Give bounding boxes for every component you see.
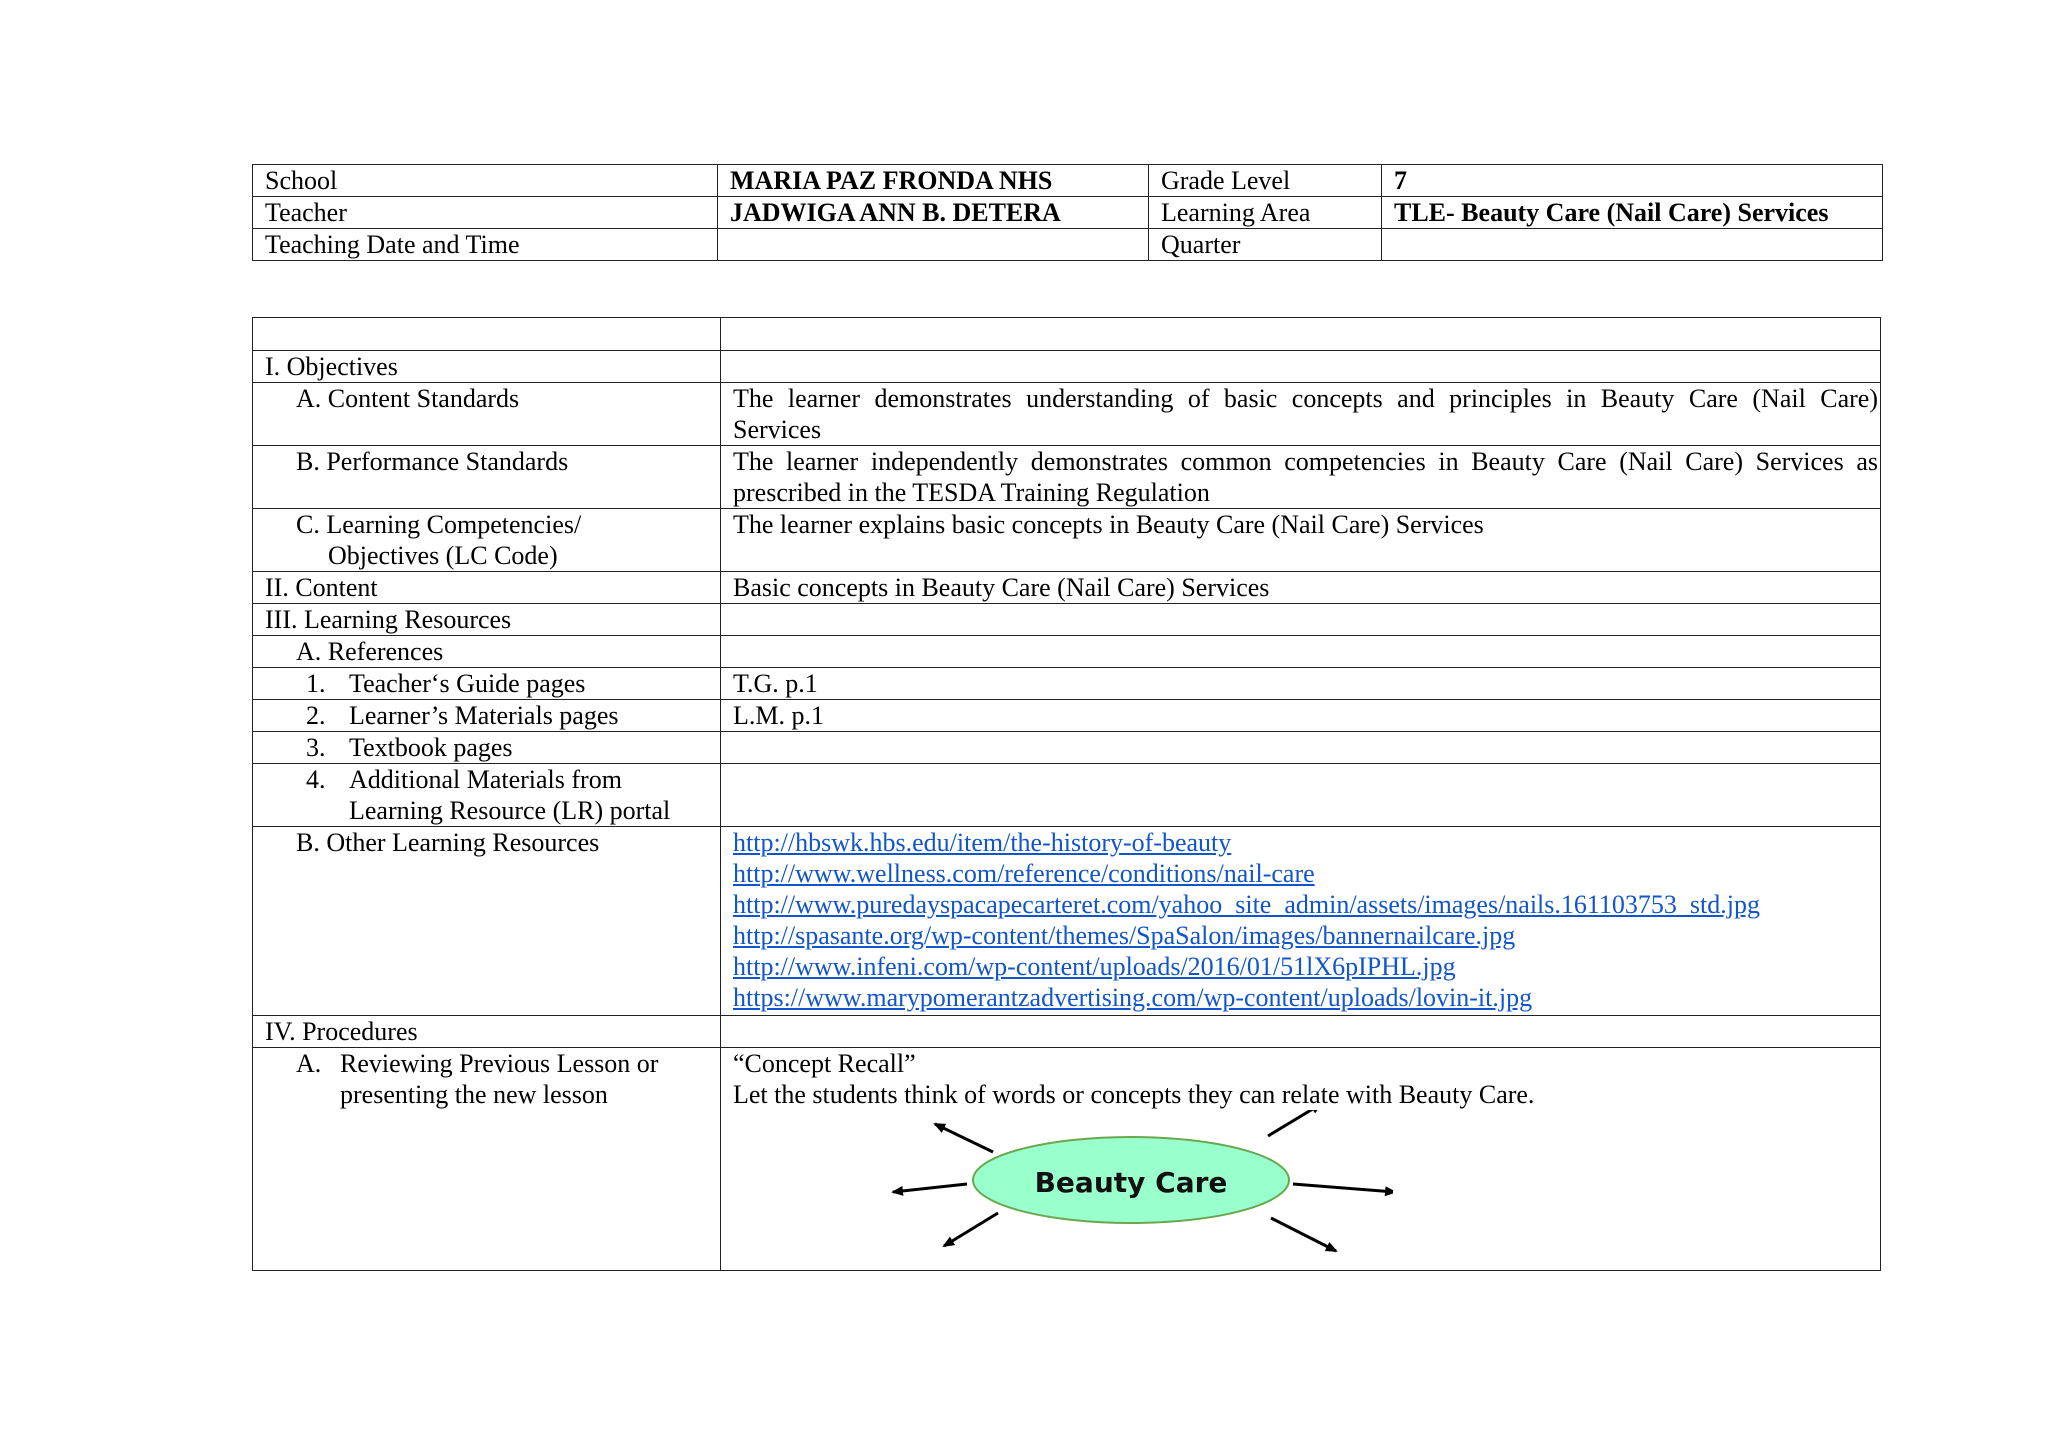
concept-recall-instructions: Let the students think of words or concepts they can relate with Beauty Care. — [733, 1080, 1535, 1109]
school-label: School — [253, 165, 718, 197]
list-number: 2. — [306, 701, 326, 730]
learning-area-value: TLE- Beauty Care (Nail Care) Services — [1382, 197, 1883, 229]
table-row — [253, 1048, 1881, 1271]
lesson-plan-table — [252, 317, 1881, 1271]
concept-map-area — [733, 1110, 1880, 1270]
review-label-line: Reviewing Previous Lesson or — [340, 1049, 659, 1078]
references-label: A. References — [253, 636, 721, 668]
table-row — [253, 827, 1881, 1016]
teachers-guide-label — [253, 668, 721, 700]
quarter-label: Quarter — [1149, 229, 1382, 261]
school-value: MARIA PAZ FRONDA NHS — [718, 165, 1149, 197]
learners-materials-label — [253, 700, 721, 732]
concept-recall-title: “Concept Recall” — [733, 1049, 916, 1078]
table-row — [253, 509, 1881, 572]
list-item — [340, 1048, 658, 1110]
list-number: 3. — [306, 733, 326, 762]
concept-center-label: Beauty Care — [1034, 1166, 1228, 1199]
review-lesson-label — [253, 1048, 721, 1271]
resource-link[interactable]: http://hbswk.hbs.edu/item/the-history-of-beauty — [733, 828, 1232, 857]
list-item: Learner’s Materials pages — [349, 701, 619, 730]
table-row — [253, 700, 1881, 732]
additional-materials-line: Additional Materials from — [349, 765, 622, 794]
resource-link[interactable]: http://spasante.org/wp-content/themes/SpaSalon/images/bannernailcare.jpg — [733, 921, 1516, 950]
resource-link[interactable]: http://www.infeni.com/wp-content/uploads/2016/01/51lX6pIPHL.jpg — [733, 952, 1456, 981]
table-row — [253, 383, 1881, 446]
table-row — [253, 572, 1881, 604]
content-value: Basic concepts in Beauty Care (Nail Care) Services — [721, 572, 1881, 604]
table-row — [253, 636, 1881, 668]
table-row — [253, 732, 1881, 764]
performance-standards-label: B. Performance Standards — [253, 446, 721, 509]
list-number: 4. — [306, 765, 326, 794]
concept-arrow — [1293, 1184, 1393, 1192]
resource-link[interactable]: http://www.puredayspacapecarteret.com/yahoo_site_admin/assets/images/nails.161103753_std.jpg — [733, 890, 1760, 919]
learning-competencies-value: The learner explains basic concepts in Beauty Care (Nail Care) Services — [721, 509, 1881, 572]
textbook-pages-label — [253, 732, 721, 764]
blank-cell — [721, 1016, 1881, 1048]
table-row — [253, 668, 1881, 700]
additional-materials-label — [253, 764, 721, 827]
procedures-heading: IV. Procedures — [253, 1016, 721, 1048]
review-lesson-value — [721, 1048, 1881, 1271]
blank-cell — [721, 732, 1881, 764]
teaching-date-value — [718, 229, 1149, 261]
blank-cell — [721, 636, 1881, 668]
concept-map-diagram — [873, 1110, 1393, 1270]
list-item: Teacher‘s Guide pages — [349, 669, 586, 698]
other-resources-links — [721, 827, 1881, 1016]
blank-cell — [721, 351, 1881, 383]
performance-standards-value — [721, 446, 1881, 509]
teacher-value: JADWIGA ANN B. DETERA — [718, 197, 1149, 229]
additional-materials-line: Learning Resource (LR) portal — [349, 796, 671, 825]
table-row — [253, 446, 1881, 509]
blank-cell — [721, 318, 1881, 351]
resource-link[interactable]: https://www.marypomerantzadvertising.com/wp-content/uploads/lovin-it.jpg — [733, 983, 1533, 1012]
review-label-line: presenting the new lesson — [340, 1080, 608, 1109]
blank-cell — [721, 604, 1881, 636]
performance-standards-line: The learner independently demonstrates common competencies in Beauty Care (Nail Care) Services as — [733, 447, 1878, 476]
content-standards-label: A. Content Standards — [253, 383, 721, 446]
learners-materials-value: L.M. p.1 — [721, 700, 1881, 732]
table-row — [253, 764, 1881, 827]
concept-arrow — [935, 1124, 993, 1152]
blank-cell — [253, 318, 721, 351]
teachers-guide-value: T.G. p.1 — [721, 668, 1881, 700]
grade-level-label: Grade Level — [1149, 165, 1382, 197]
table-row — [253, 318, 1881, 351]
objectives-heading: I. Objectives — [253, 351, 721, 383]
competencies-label-line: C. Learning Competencies/ — [296, 510, 582, 539]
teaching-date-label: Teaching Date and Time — [253, 229, 718, 261]
performance-standards-line: prescribed in the TESDA Training Regulation — [733, 478, 1210, 507]
content-standards-value — [721, 383, 1881, 446]
other-resources-label: B. Other Learning Resources — [253, 827, 721, 1016]
table-row — [253, 351, 1881, 383]
concept-arrow — [1271, 1218, 1336, 1251]
grade-level-value: 7 — [1382, 165, 1883, 197]
table-row — [253, 604, 1881, 636]
teacher-label: Teacher — [253, 197, 718, 229]
table-row — [253, 1016, 1881, 1048]
blank-cell — [721, 764, 1881, 827]
concept-arrow — [944, 1213, 998, 1246]
concept-arrow — [893, 1184, 967, 1192]
learning-area-label: Learning Area — [1149, 197, 1382, 229]
quarter-value — [1382, 229, 1883, 261]
content-heading: II. Content — [253, 572, 721, 604]
content-standards-line: Services — [733, 415, 822, 444]
learning-competencies-label — [253, 509, 721, 572]
competencies-label-line: Objectives (LC Code) — [328, 541, 558, 570]
list-item — [349, 764, 670, 826]
content-standards-line: The learner demonstrates understanding of basic concepts and principles in Beauty Care (Nail Care) — [733, 384, 1878, 413]
header-info-table — [252, 164, 1883, 261]
table-row — [253, 197, 1883, 229]
learning-resources-heading: III. Learning Resources — [253, 604, 721, 636]
table-row — [253, 229, 1883, 261]
list-number: 1. — [306, 669, 326, 698]
concept-arrow — [1268, 1110, 1321, 1136]
list-number: A. — [296, 1049, 322, 1078]
list-item: Textbook pages — [349, 733, 513, 762]
resource-link[interactable]: http://www.wellness.com/reference/conditions/nail-care — [733, 859, 1315, 888]
table-row — [253, 165, 1883, 197]
